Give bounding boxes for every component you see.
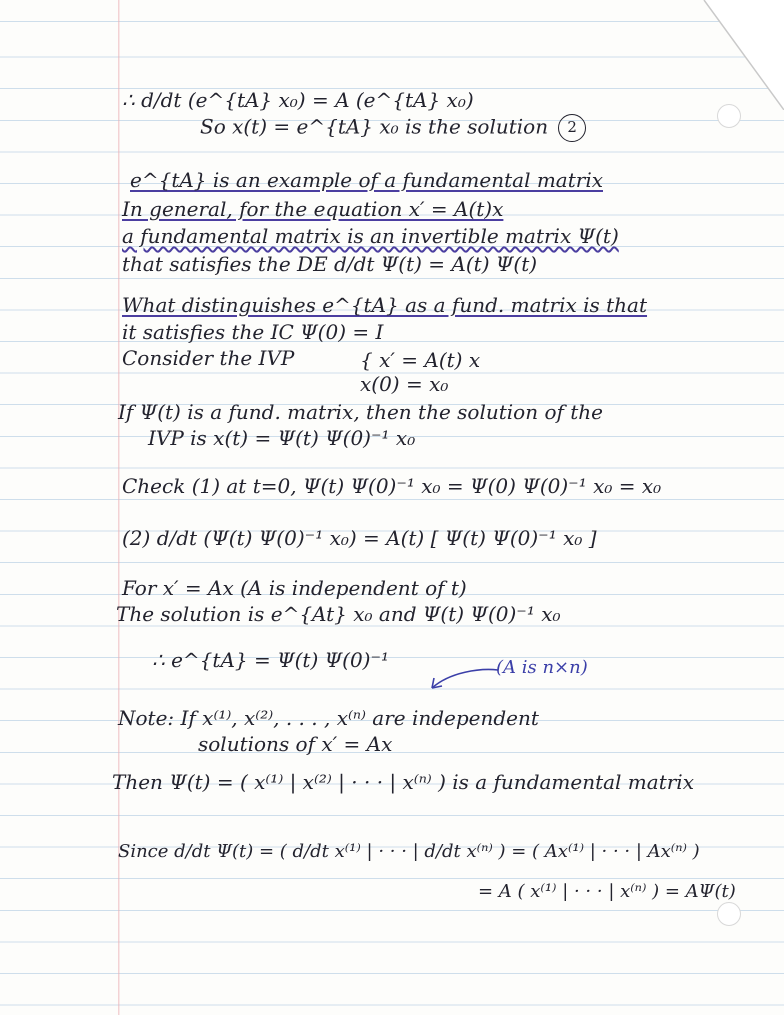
line-since-derivative: Since d/dt Ψ(t) = ( d/dt x⁽¹⁾ | · · · | d/dt x⁽ⁿ⁾ ) = ( Ax⁽¹⁾ | · · · | Ax⁽ⁿ⁾ ) (118, 841, 700, 862)
line-ivp-equation: { x′ = A(t) x (360, 348, 481, 372)
binder-hole-bottom (717, 902, 741, 926)
line-satisfies-de: that satisfies the DE d/dt Ψ(t) = A(t) Ψ(t) (122, 252, 538, 276)
line-ivp-solution: IVP is x(t) = Ψ(t) Ψ(0)⁻¹ x₀ (148, 426, 416, 450)
line-in-general: In general, for the equation x′ = A(t)x (122, 197, 504, 221)
annotation-size: (A is n×n) (496, 657, 588, 678)
line-derivative-identity: ∴ d/dt (e^{tA} x₀) = A (e^{tA} x₀) (122, 88, 474, 112)
equation-label-circle: 2 (558, 114, 586, 142)
folded-corner (694, 0, 784, 110)
line-if-fund-matrix: If Ψ(t) is a fund. matrix, then the solution of the (118, 400, 604, 424)
line-solution-statement (200, 114, 586, 142)
line-fundamental-example: e^{tA} is an example of a fundamental matrix (130, 168, 603, 192)
line-exponential-identity: ∴ e^{tA} = Ψ(t) Ψ(0)⁻¹ (152, 648, 390, 672)
binder-hole-top (717, 104, 741, 128)
line-consider-ivp: Consider the IVP (122, 346, 295, 370)
line-note-independent: Note: If x⁽¹⁾, x⁽²⁾, . . . , x⁽ⁿ⁾ are independent (118, 706, 539, 730)
line-final-result: = A ( x⁽¹⁾ | · · · | x⁽ⁿ⁾ ) = AΨ(t) (478, 881, 736, 902)
line-then-matrix: Then Ψ(t) = ( x⁽¹⁾ | x⁽²⁾ | · · · | x⁽ⁿ⁾ ) is a fundamental matrix (112, 770, 694, 794)
line-for-constant-a: For x′ = Ax (A is independent of t) (122, 576, 467, 600)
solution-text: So x(t) = e^{tA} x₀ is the solution (200, 114, 549, 139)
line-check-one: Check (1) at t=0, Ψ(t) Ψ(0)⁻¹ x₀ = Ψ(0) Ψ(0)⁻¹ x₀ = x₀ (122, 474, 662, 498)
line-initial-condition: it satisfies the IC Ψ(0) = I (122, 320, 384, 344)
line-ivp-initial-value: x(0) = x₀ (360, 372, 449, 396)
line-solution-constant: The solution is e^{At} x₀ and Ψ(t) Ψ(0)⁻¹ x₀ (116, 602, 561, 626)
line-note-solutions: solutions of x′ = Ax (198, 732, 393, 756)
line-what-distinguishes: What distinguishes e^{tA} as a fund. matrix is that (122, 293, 648, 317)
line-check-two: (2) d/dt (Ψ(t) Ψ(0)⁻¹ x₀) = A(t) [ Ψ(t) Ψ(0)⁻¹ x₀ ] (122, 526, 597, 550)
line-fundamental-definition: a fundamental matrix is an invertible matrix Ψ(t) (122, 224, 619, 248)
annotation-arrow (420, 664, 500, 694)
